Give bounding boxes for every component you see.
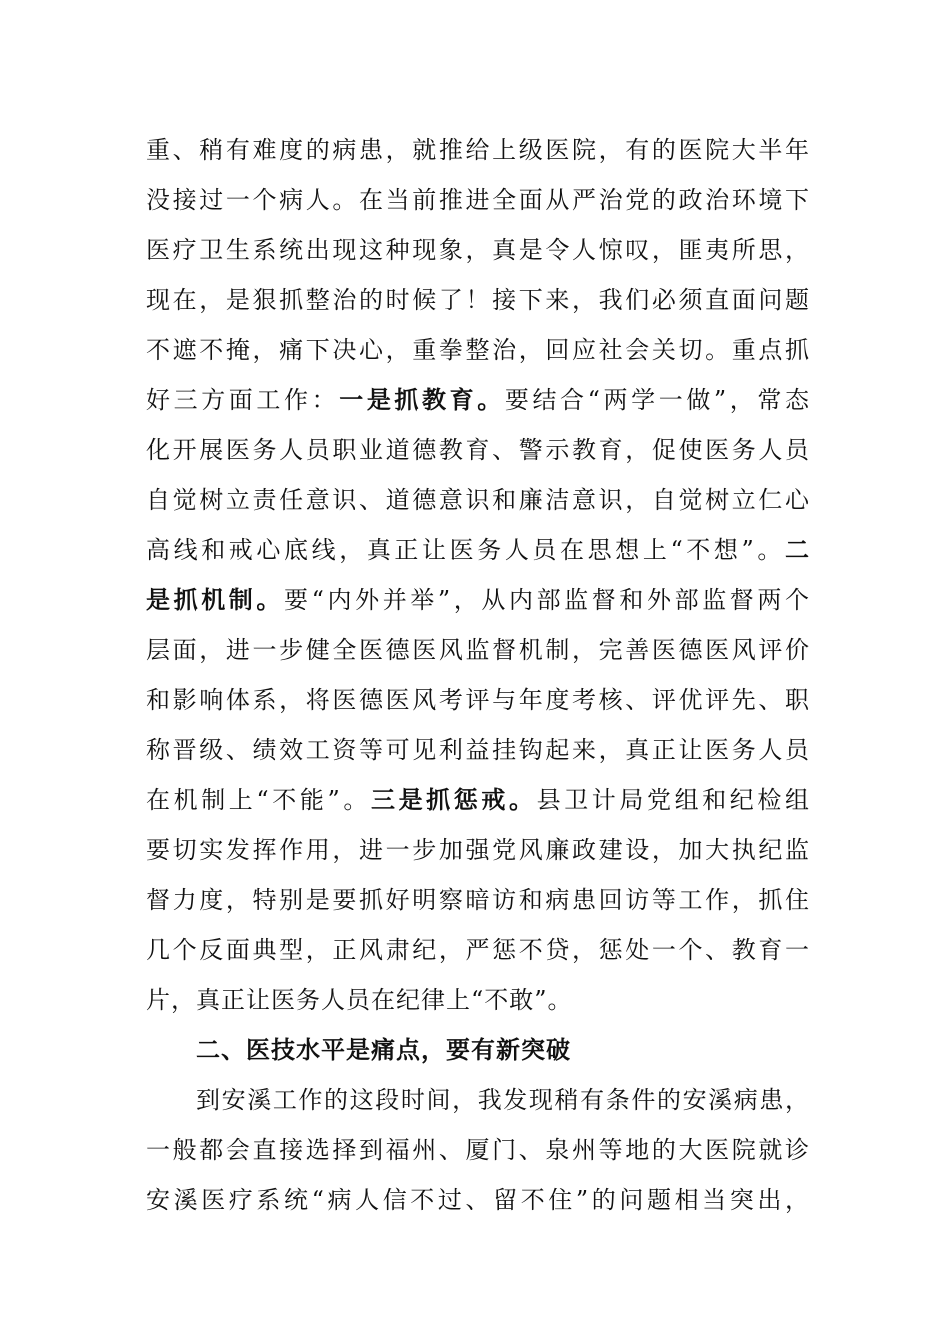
text-line: 医疗卫生系统出现这种现象，真是令人惊叹，匪夷所思， — [146, 236, 810, 264]
section-heading: 二、医技水平是痛点，要有新突破 — [196, 1036, 571, 1064]
text-line — [146, 776, 810, 824]
text-line: 片，真正让医务人员在纪律上“不敢”。 — [146, 986, 573, 1014]
text-line: 称晋级、绩效工资等可见利益挂钩起来，真正让医务人员 — [146, 736, 810, 764]
text-line: 重、稍有难度的病患，就推给上级医院，有的医院大半年 — [146, 136, 810, 164]
text-line — [146, 526, 810, 574]
text-line: 要切实发挥作用，进一步加强党风廉政建设，加大执纪监 — [146, 836, 810, 864]
text-segment: 好三方面工作： — [146, 386, 340, 414]
text-line: 一般都会直接选择到福州、厦门、泉州等地的大医院就诊 — [146, 1136, 810, 1164]
text-segment: 在机制上“不能”。 — [146, 786, 371, 814]
text-line: 不遮不掩，痛下决心，重拳整治，回应社会关切。重点抓 — [146, 336, 810, 364]
text-segment: 要结合“两学一做”，常态 — [504, 386, 811, 414]
bold-keyword: 二 — [785, 536, 810, 564]
bold-keyword: 是抓机制。 — [146, 586, 285, 614]
text-segment: 县卫计局党组和纪检组 — [536, 786, 811, 814]
text-line — [146, 576, 810, 624]
text-line: 到安溪工作的这段时间，我发现稍有条件的安溪病患， — [196, 1086, 810, 1114]
text-line: 自觉树立责任意识、道德意识和廉洁意识，自觉树立仁心 — [146, 486, 810, 514]
text-line: 安溪医疗系统“病人信不过、留不住”的问题相当突出， — [146, 1186, 810, 1214]
text-segment: 高线和戒心底线，真正让医务人员在思想上“不想”。 — [146, 536, 785, 564]
text-segment: 要“内外并举”，从内部监督和外部监督两个 — [284, 586, 810, 614]
text-line: 和影响体系，将医德医风考评与年度考核、评优评先、职 — [146, 686, 810, 714]
text-line: 没接过一个病人。在当前推进全面从严治党的政治环境下 — [146, 186, 810, 214]
text-line: 现在，是狠抓整治的时候了！接下来，我们必须直面问题 — [146, 286, 810, 314]
text-line — [146, 376, 810, 424]
text-line: 督力度，特别是要抓好明察暗访和病患回访等工作，抓住 — [146, 886, 810, 914]
bold-keyword: 三是抓惩戒。 — [370, 786, 537, 814]
text-line: 几个反面典型，正风肃纪，严惩不贷，惩处一个、教育一 — [146, 936, 810, 964]
text-line: 化开展医务人员职业道德教育、警示教育，促使医务人员 — [146, 436, 810, 464]
bold-keyword: 一是抓教育。 — [339, 386, 505, 414]
text-line: 层面，进一步健全医德医风监督机制，完善医德医风评价 — [146, 636, 810, 664]
